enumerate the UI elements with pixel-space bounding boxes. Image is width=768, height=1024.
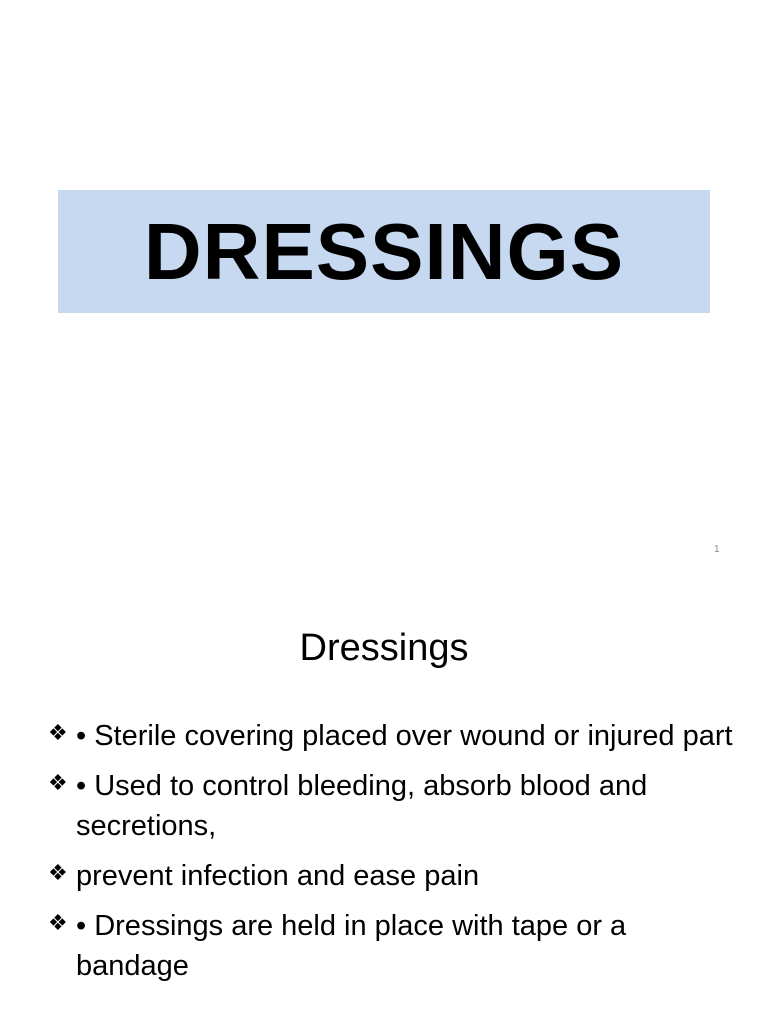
- bullet-text: • Dressings are held in place with tape or a bandage: [76, 910, 627, 982]
- slide-heading: Dressings: [299, 627, 469, 669]
- slide-number: 1: [714, 544, 720, 555]
- bullet-text: • Used to control bleeding, absorb blood and secretions,: [76, 770, 648, 842]
- slide-title: DRESSINGS: [143, 206, 625, 296]
- bullet-list: [48, 716, 738, 996]
- slide-2: [0, 576, 768, 1024]
- diamond-bullet-icon: ❖: [48, 860, 68, 885]
- diamond-bullet-icon: ❖: [48, 770, 68, 795]
- diamond-bullet-icon: ❖: [48, 720, 68, 745]
- list-item: [48, 906, 738, 986]
- bullet-text: prevent infection and ease pain: [76, 860, 480, 892]
- bullet-text: • Sterile covering placed over wound or injured part: [76, 720, 733, 752]
- list-item: [48, 766, 738, 846]
- list-item: [48, 856, 738, 896]
- list-item: [48, 716, 738, 756]
- title-banner: [58, 190, 710, 313]
- diamond-bullet-icon: ❖: [48, 910, 68, 935]
